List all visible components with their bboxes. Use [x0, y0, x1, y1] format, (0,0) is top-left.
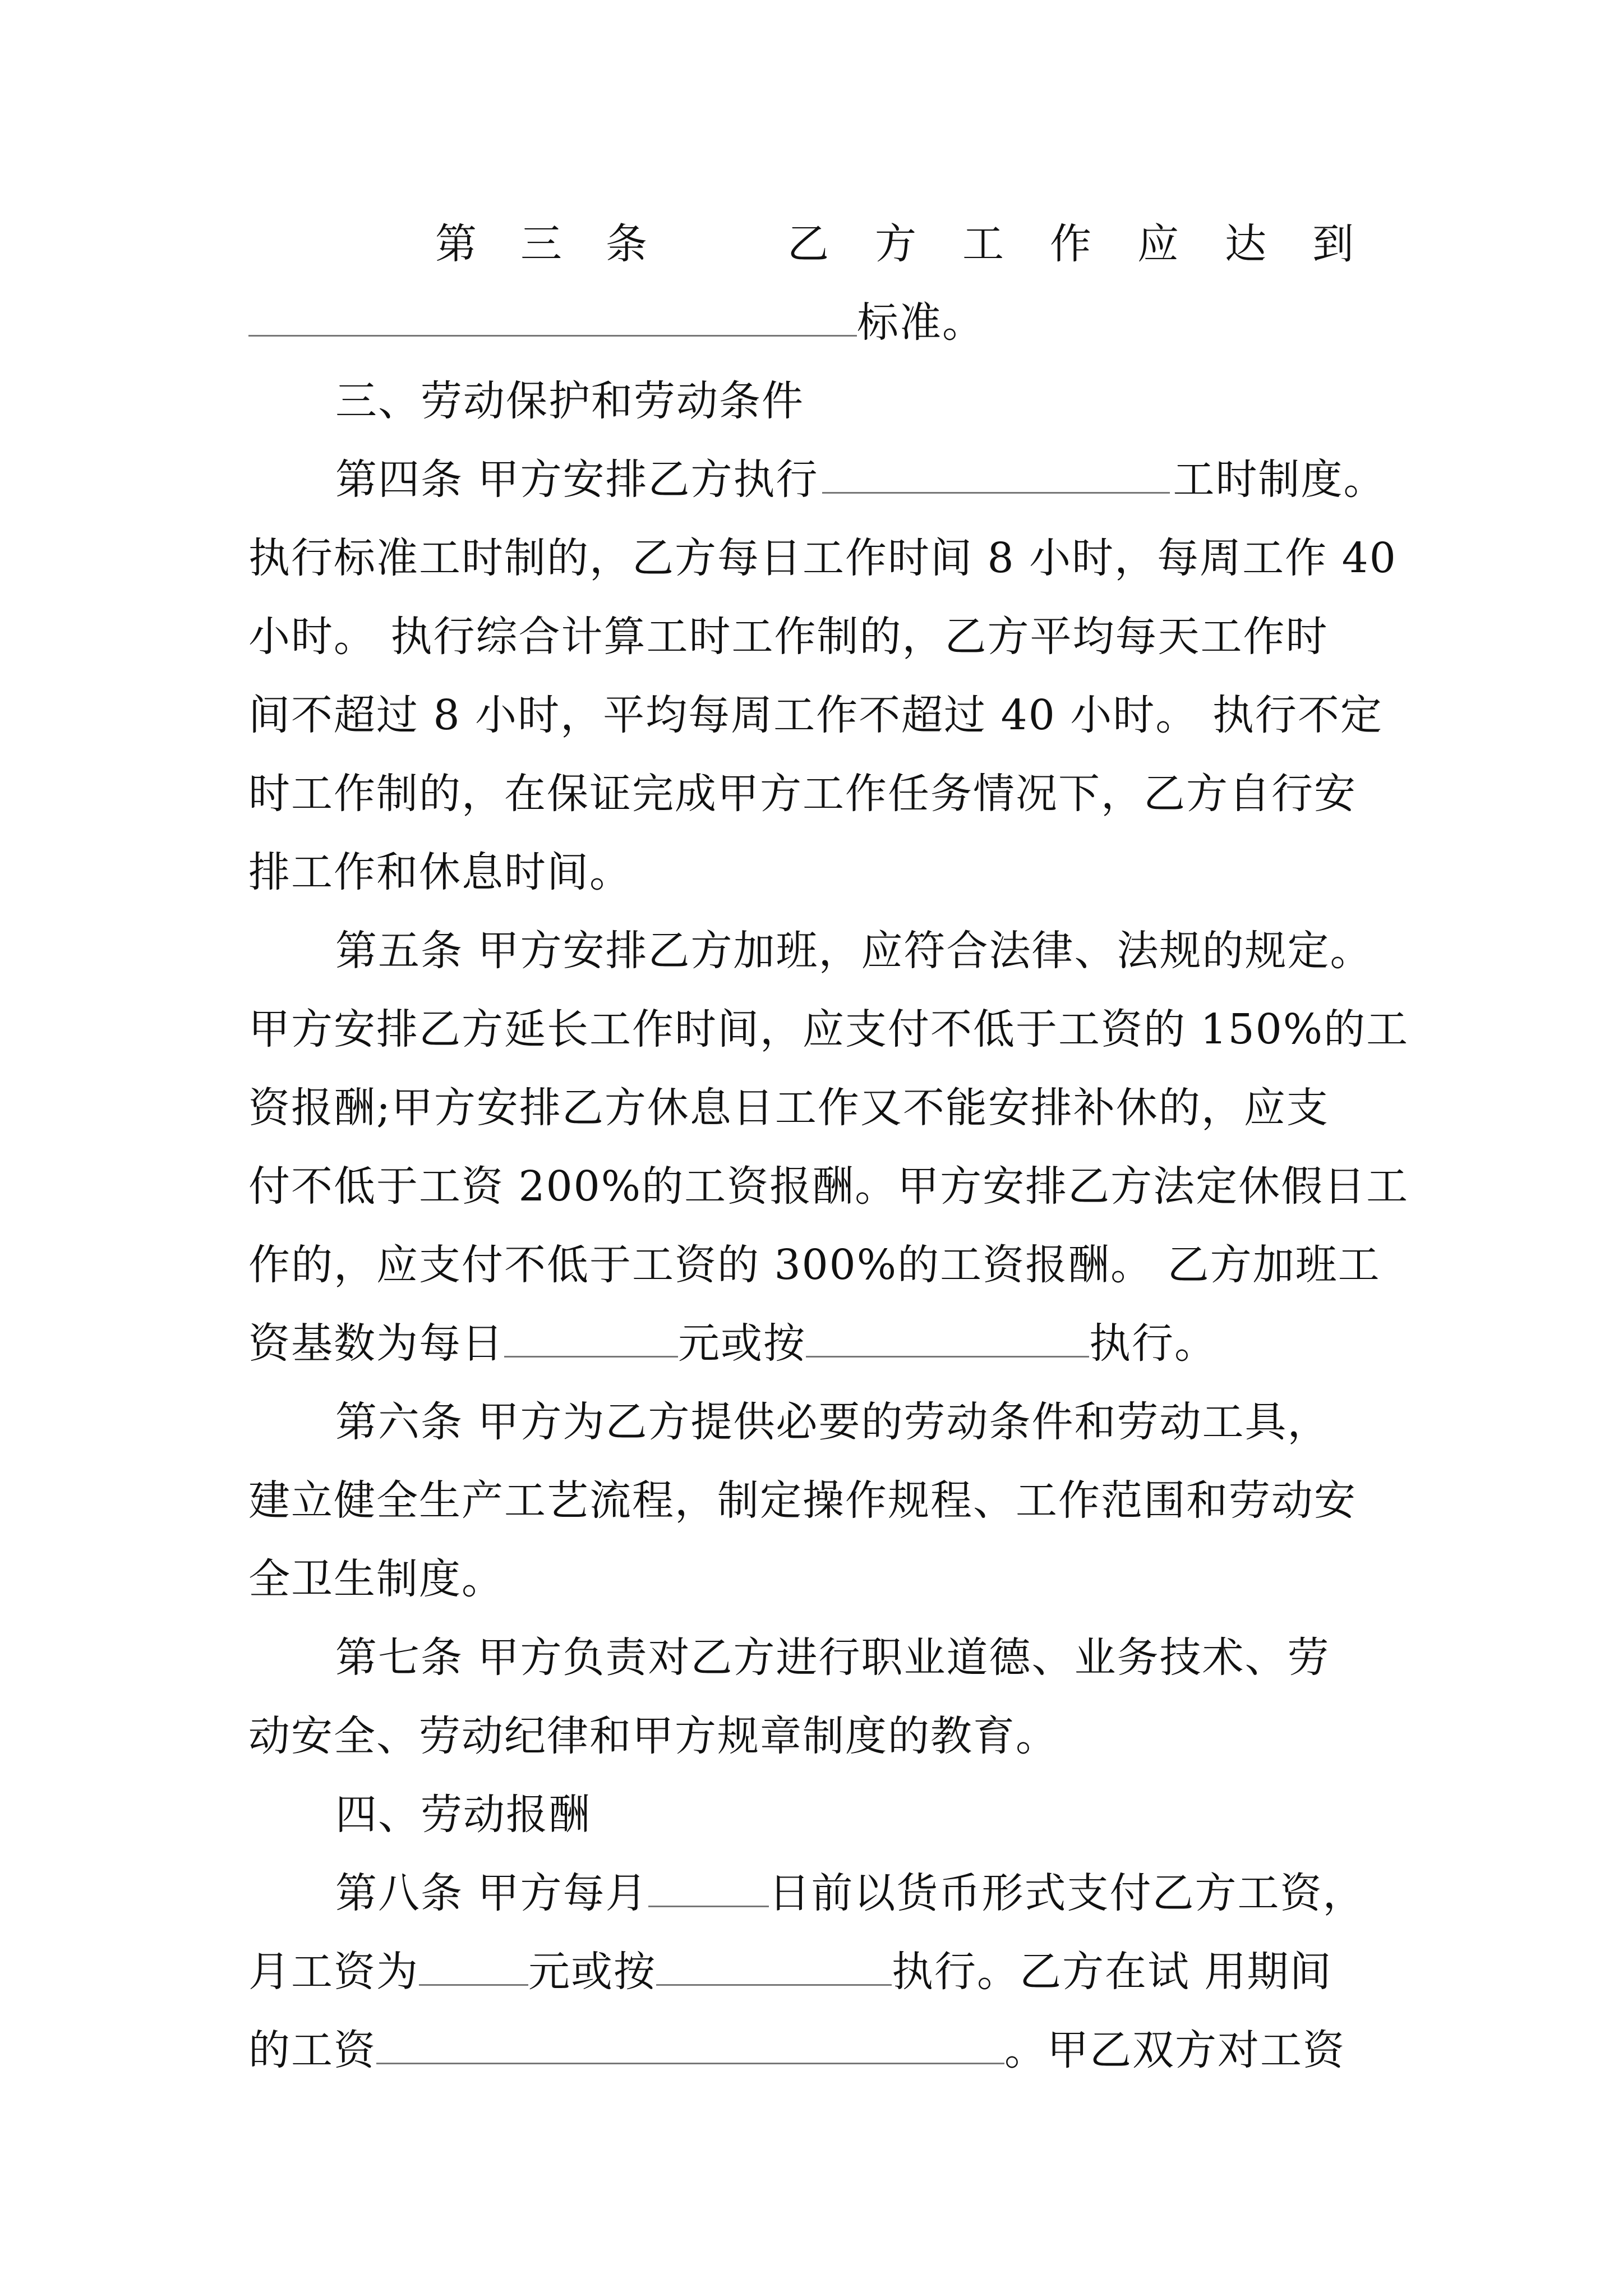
article-5-text: 元或按	[678, 1319, 806, 1368]
article-3-char: 到	[1312, 220, 1354, 268]
article-3-char: 工	[962, 220, 1004, 268]
article-8-text: 的工资	[248, 2026, 376, 2074]
article-8-text: 。甲乙双方对工资	[1004, 2026, 1345, 2074]
article-5-text: 执行。	[1089, 1319, 1217, 1368]
article-3-line-2	[248, 286, 985, 359]
article-3-char: 达	[1225, 220, 1266, 268]
article-4-line-2: 执行标准工时制的，乙方每日工作时间 8 小时，每周工作 40	[248, 534, 1397, 582]
article-4-line-1	[335, 443, 1386, 516]
article-3-char: 三	[520, 220, 562, 268]
article-3-char: 乙	[787, 220, 829, 268]
article-5-line-6	[248, 1307, 1217, 1380]
article-8-line-2	[248, 1935, 1332, 2008]
blank-line	[419, 1984, 528, 1986]
article-6-line-2: 建立健全生产工艺流程，制定操作规程、工作范围和劳动安	[248, 1476, 1357, 1525]
section-4-heading: 四、劳动报酬	[335, 1791, 591, 1839]
article-4-text: 工时制度。	[1173, 455, 1386, 504]
article-3-tail: 标准。	[857, 298, 985, 347]
blank-line	[248, 334, 857, 337]
blank-line	[656, 1984, 892, 1986]
blank-line	[806, 1355, 1089, 1358]
article-8-text: 执行。乙方在试 用期间	[892, 1948, 1332, 1996]
article-8-text: 月工资为	[248, 1948, 419, 1996]
article-8-line-3	[248, 2014, 1345, 2087]
article-3-char: 方	[875, 220, 916, 268]
blank-line	[504, 1355, 678, 1358]
article-4-line-4: 间不超过 8 小时，平均每周工作不超过 40 小时。 执行不定	[248, 691, 1383, 739]
article-8-line-1	[335, 1857, 1366, 1930]
article-7-line-1: 第七条 甲方负责对乙方进行职业道德、业务技术、劳	[335, 1634, 1330, 1682]
article-5-text: 资基数为每日	[248, 1319, 504, 1368]
article-4-line-5: 时工作制的，在保证完成甲方工作任务情况下，乙方自行安	[248, 770, 1357, 818]
article-7-line-2: 动安全、劳动纪律和甲方规章制度的教育。	[248, 1712, 1058, 1760]
article-8-text: 元或按	[528, 1948, 656, 1996]
article-8-text: 日前以货币形式支付乙方工资，	[768, 1869, 1366, 1917]
article-5-line-2: 甲方安排乙方延长工作时间，应支付不低于工资的 150%的工	[248, 1005, 1409, 1053]
blank-line	[648, 1905, 769, 1907]
article-4-line-3: 小时。 执行综合计算工时工作制的，乙方平均每天工作时	[248, 613, 1329, 661]
article-5-line-5: 作的，应支付不低于工资的 300%的工资报酬。 乙方加班工	[248, 1241, 1381, 1289]
article-4-line-6: 排工作和休息时间。	[248, 848, 632, 896]
blank-line	[822, 491, 1170, 494]
article-3-char: 作	[1050, 220, 1091, 268]
article-5-line-1: 第五条 甲方安排乙方加班，应符合法律、法规的规定。	[335, 927, 1373, 975]
article-5-line-4: 付不低于工资 200%的工资报酬。甲方安排乙方法定休假日工	[248, 1162, 1409, 1211]
article-6-line-3: 全卫生制度。	[248, 1555, 504, 1603]
article-3-char: 应	[1137, 220, 1179, 268]
article-8-text: 第八条 甲方每月	[335, 1869, 648, 1917]
section-3-heading: 三、劳动保护和劳动条件	[335, 377, 804, 425]
article-5-line-3: 资报酬;甲方安排乙方休息日工作又不能安排补休的，应支	[248, 1084, 1329, 1132]
article-3-char: 第	[435, 220, 477, 268]
article-3-char: 条	[606, 220, 647, 268]
article-6-line-1: 第六条 甲方为乙方提供必要的劳动条件和劳动工具，	[335, 1398, 1330, 1446]
article-4-text: 第四条 甲方安排乙方执行	[335, 455, 819, 504]
blank-line	[376, 2062, 1004, 2064]
